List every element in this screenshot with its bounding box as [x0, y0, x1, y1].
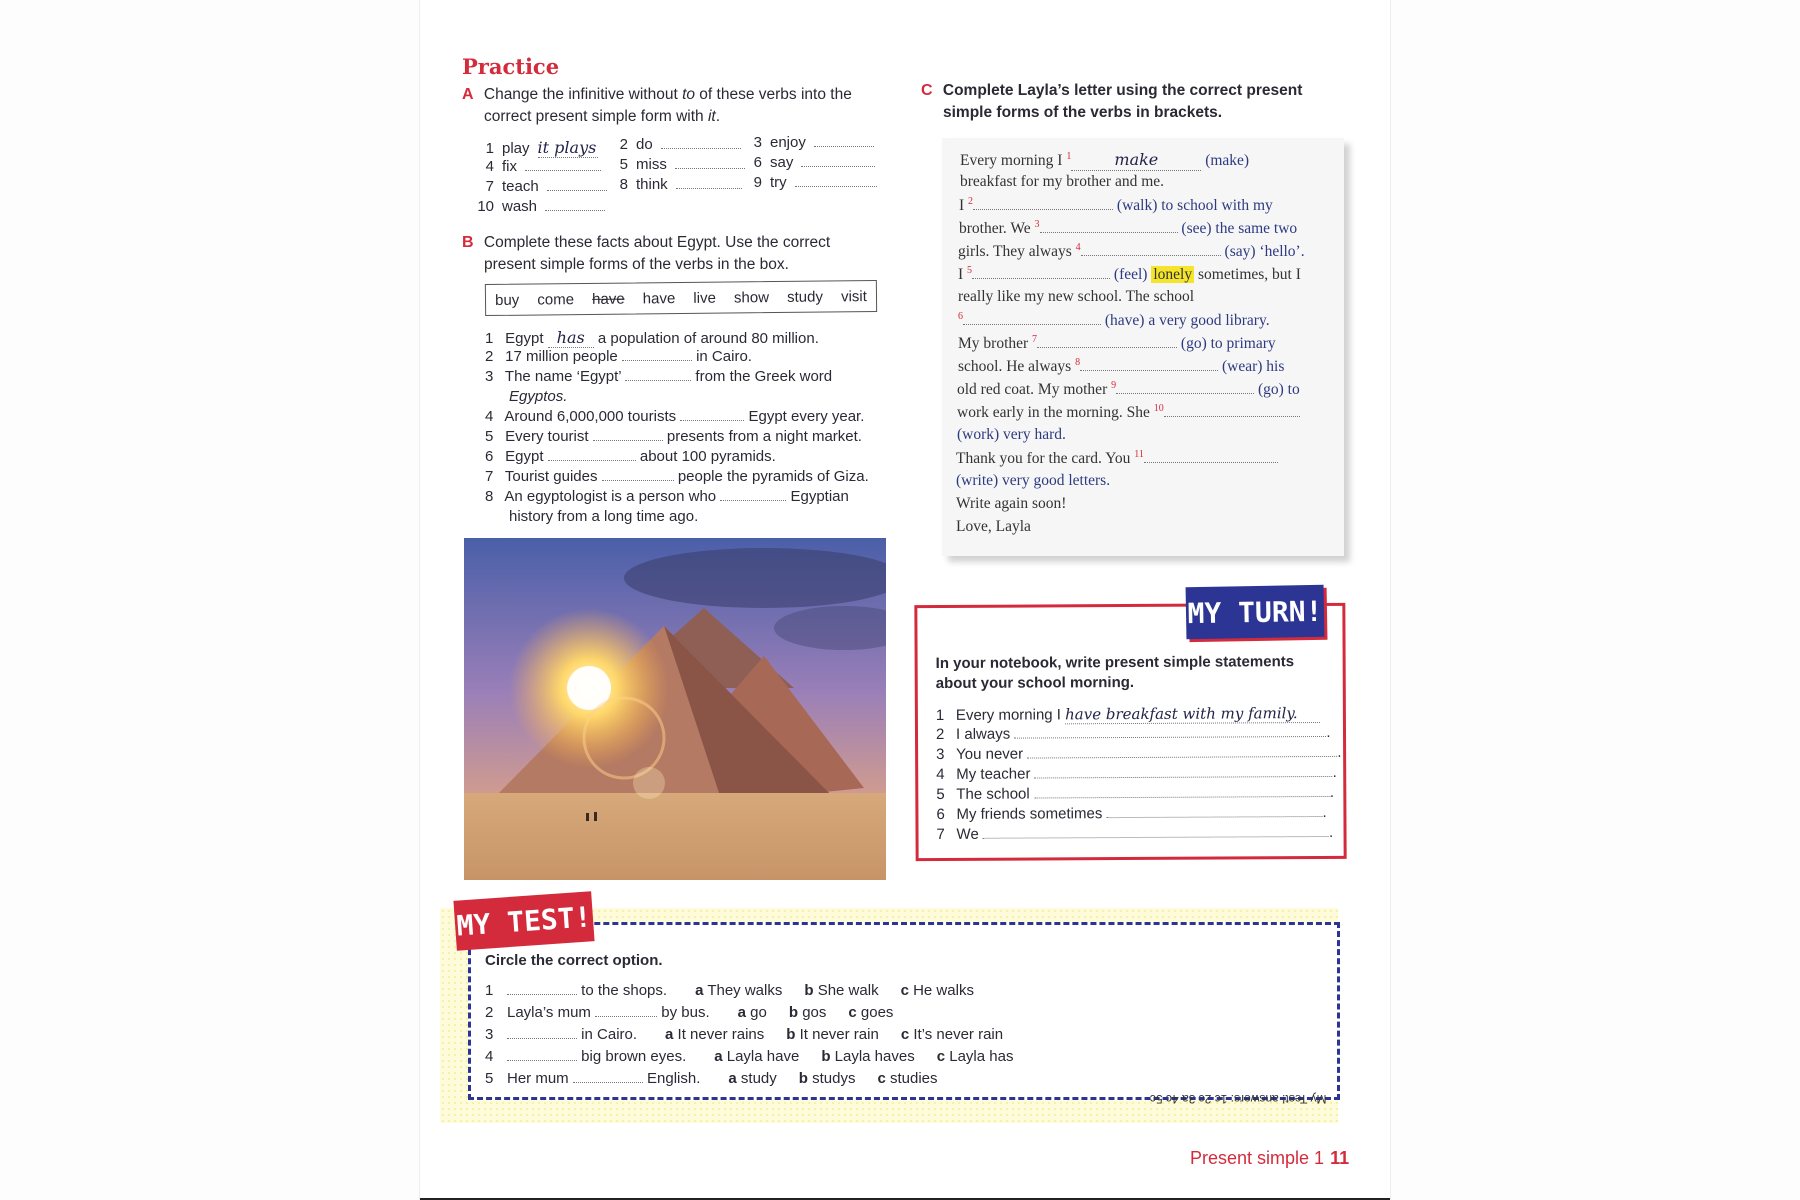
my-test-option-a[interactable]: It never rains: [677, 1026, 765, 1043]
exercise-b-line: 1 Egypt has a population of around 80 million.: [485, 328, 819, 347]
exercise-a-answer[interactable]: [795, 186, 877, 187]
exercise-a-item: 6 say: [744, 154, 875, 171]
exercise-c-text-2: simple forms of the verbs in brackets.: [943, 104, 1223, 121]
exercise-a-item: 3 enjoy: [744, 134, 874, 151]
letter-line: Every morning I $^1$ make (make): [960, 150, 1250, 169]
exercise-c-text-1: Complete Layla’s letter using the correct present: [942, 82, 1303, 99]
letter-line: Love, Layla: [956, 518, 1031, 535]
letter-card: [942, 138, 1344, 556]
my-turn-item: 2 I always .: [935, 723, 1331, 744]
exercise-a-item: 9 try: [744, 174, 877, 191]
my-test-instructions: Circle the correct option.: [485, 952, 663, 969]
exercise-b-answer[interactable]: [720, 500, 786, 501]
exercise-a-text-2: of these verbs into the: [695, 86, 852, 103]
my-turn-answer[interactable]: [1035, 776, 1333, 779]
exercise-b-answer[interactable]: [622, 360, 692, 361]
exercise-b-line: 3 The name ‘Egypt’ from the Greek word: [485, 368, 833, 385]
exercise-a-answer[interactable]: [801, 166, 875, 167]
exercise-a-letter: A: [462, 86, 474, 103]
my-turn-text-1: In your notebook, write present simple statements: [935, 653, 1295, 673]
exercise-b-answer[interactable]: has: [556, 328, 585, 347]
exercise-a-answer[interactable]: [547, 190, 607, 191]
letter-line: I $^2$ (walk) to school with my: [959, 196, 1273, 215]
my-test-option-b[interactable]: It never rain: [799, 1026, 879, 1043]
letter-answer[interactable]: [972, 278, 1110, 279]
page-footer: [1190, 1148, 1349, 1169]
exercise-c-instructions: [921, 80, 1361, 124]
my-test-blank[interactable]: [507, 1060, 577, 1061]
my-test-answers-upside-down: My Test! answers: 1c 2c 3a 4c 5c: [1150, 1092, 1327, 1106]
letter-answer[interactable]: [973, 209, 1113, 210]
letter-line: old red coat. My mother $^9$ (go) to: [957, 380, 1300, 399]
letter-answer[interactable]: [1037, 347, 1177, 348]
exercise-b-answer[interactable]: [593, 440, 663, 441]
exercise-a-item: 1 play it plays: [485, 138, 597, 157]
verb-box-word: study: [786, 288, 824, 306]
my-turn-item: 1 Every morning I have breakfast with my family.: [936, 704, 1320, 725]
my-test-option-b[interactable]: She walk: [817, 982, 879, 999]
exercise-b-line: 4 Around 6,000,000 tourists Egypt every year.: [485, 408, 865, 425]
exercise-b-answer[interactable]: [680, 420, 744, 421]
exercise-b-answer[interactable]: [548, 460, 636, 461]
highlighted-word: lonely: [1153, 266, 1193, 284]
exercise-b-answer[interactable]: [602, 480, 674, 481]
exercise-a-answer[interactable]: [675, 168, 745, 169]
my-test-option-c[interactable]: Layla has: [949, 1048, 1014, 1065]
verb-box-word: live: [693, 289, 716, 307]
my-test-option-c[interactable]: goes: [860, 1004, 894, 1021]
letter-answer[interactable]: [1116, 393, 1254, 394]
verb-box-word: have: [642, 289, 676, 307]
my-turn-item: 3 You never .: [936, 743, 1342, 764]
exercise-b-line: Egyptos.: [509, 388, 568, 405]
my-turn-answer[interactable]: [983, 836, 1329, 839]
exercise-b-text-2: present simple forms of the verbs in the box.: [484, 256, 789, 273]
my-turn-title: MY TURN!: [1186, 585, 1325, 639]
my-turn-item: 7 We .: [936, 823, 1334, 844]
my-test-option-a[interactable]: They walks: [707, 982, 783, 999]
exercise-a-item: 7 teach: [476, 178, 607, 195]
exercise-a-item: 8 think: [610, 176, 742, 193]
letter-line: brother. We $^3$ (see) the same two: [959, 219, 1298, 238]
exercise-b-line: history from a long time ago.: [509, 508, 699, 525]
my-test-option-b[interactable]: gos: [802, 1004, 827, 1021]
verb-box-word-crossed: have: [592, 290, 625, 308]
letter-line: really like my new school. The school: [958, 288, 1195, 305]
exercise-a-item: 10 wash: [476, 198, 605, 215]
exercise-a-item: 2 do: [610, 136, 741, 153]
my-turn-answer[interactable]: have breakfast with my family.: [1065, 704, 1298, 724]
letter-line: (write) very good letters.: [956, 472, 1111, 489]
exercise-c-letter: C: [921, 82, 933, 99]
exercise-a-text-italic-2: it: [707, 108, 716, 125]
exercise-b-text-1: Complete these facts about Egypt. Use the correct: [483, 234, 831, 251]
letter-answer[interactable]: [1040, 232, 1178, 233]
my-test-option-c[interactable]: studies: [889, 1070, 938, 1087]
letter-line: school. He always $^8$ (wear) his: [958, 357, 1285, 376]
verb-box-word: come: [537, 290, 575, 309]
letter-answer[interactable]: [1081, 255, 1221, 256]
my-test-blank[interactable]: [573, 1082, 643, 1083]
my-test-item: 4 big brown eyes. a Layla have b Layla haves c Layla has: [485, 1048, 1014, 1065]
letter-answer[interactable]: [963, 324, 1101, 325]
letter-line: $^6$ (have) a very good library.: [958, 311, 1270, 330]
exercise-b-letter: B: [462, 234, 474, 251]
letter-answer[interactable]: [1144, 462, 1278, 463]
letter-line: (work) very hard.: [957, 426, 1066, 443]
letter-line: I $^5$ (feel) lonely sometimes, but I: [958, 265, 1301, 284]
exercise-b-line: 6 Egypt about 100 pyramids.: [485, 448, 776, 465]
verb-box-word: show: [733, 288, 770, 306]
my-turn-item: 5 The school .: [936, 783, 1335, 804]
letter-line: My brother $^7$ (go) to primary: [958, 334, 1276, 353]
my-turn-answer[interactable]: [1014, 736, 1326, 739]
letter-answer[interactable]: make: [1114, 150, 1159, 169]
exercise-b-instructions: [462, 232, 902, 276]
section-title: Practice: [462, 54, 560, 79]
my-test-item: 2 Layla’s mum by bus. a go b gos c goes: [485, 1004, 894, 1021]
exercise-a-answer[interactable]: it plays: [537, 138, 597, 157]
my-test-option-c[interactable]: He walks: [913, 982, 974, 999]
letter-line: breakfast for my brother and me.: [960, 173, 1165, 190]
exercise-a-answer[interactable]: [525, 170, 601, 171]
exercise-a-text-italic: to: [682, 86, 695, 103]
verb-box-word: buy: [494, 291, 520, 309]
my-test-blank[interactable]: [507, 994, 577, 995]
verb-box: [485, 280, 877, 316]
letter-line: Write again soon!: [956, 495, 1067, 512]
exercise-a-text-3: correct present simple form with: [484, 108, 708, 125]
my-turn-answer[interactable]: [1106, 816, 1322, 818]
my-test-option-b[interactable]: Layla haves: [834, 1048, 915, 1065]
my-test-item: 5 Her mum English. a study b studys c studies: [485, 1070, 938, 1087]
my-test-option-a[interactable]: study: [740, 1070, 777, 1087]
exercise-a-text-1: Change the infinitive without: [483, 86, 683, 103]
my-test-option-a[interactable]: go: [750, 1004, 767, 1021]
my-turn-text-2: about your school morning.: [935, 673, 1135, 693]
exercise-a-answer[interactable]: [661, 148, 741, 149]
my-turn-instructions: [936, 652, 1295, 694]
exercise-a-answer[interactable]: [814, 146, 874, 147]
page-number: 11: [1330, 1148, 1350, 1168]
footer-section: Present simple 1: [1190, 1148, 1325, 1168]
my-test-option-a[interactable]: Layla have: [726, 1048, 800, 1065]
exercise-a-instructions: [462, 84, 902, 128]
my-test-blank[interactable]: [595, 1016, 657, 1017]
exercise-a-answer[interactable]: [676, 188, 742, 189]
exercise-b-answer[interactable]: [625, 380, 691, 381]
my-test-title: MY TEST!: [453, 891, 594, 951]
exercise-a-answer[interactable]: [545, 210, 605, 211]
my-turn-answer[interactable]: [1027, 756, 1337, 759]
exercise-b-line: 2 17 million people in Cairo.: [485, 348, 752, 365]
exercise-a-text-4: .: [715, 108, 721, 125]
letter-answer[interactable]: [1080, 370, 1218, 371]
letter-answer[interactable]: [1164, 416, 1300, 417]
verb-box-word: visit: [840, 287, 867, 305]
exercise-a-item: 4 fix: [476, 158, 601, 175]
my-turn-item: 4 My teacher .: [936, 763, 1337, 784]
my-test-item: 3 in Cairo. a It never rains b It never rain c It’s never rain: [485, 1026, 1004, 1043]
my-test-option-b[interactable]: studys: [812, 1070, 856, 1087]
my-test-blank[interactable]: [507, 1038, 577, 1039]
exercise-b-line: 7 Tourist guides people the pyramids of Giza.: [485, 468, 869, 485]
my-turn-item: 6 My friends sometimes .: [936, 803, 1327, 824]
my-test-option-c[interactable]: It’s never rain: [913, 1026, 1004, 1043]
pyramids-photo: [464, 538, 886, 880]
letter-line: Thank you for the card. You $^{11}$: [956, 449, 1278, 468]
my-turn-box: [914, 603, 1346, 861]
letter-line: work early in the morning. She $^{10}$: [957, 403, 1300, 422]
exercise-a-item: 5 miss: [610, 156, 745, 173]
my-turn-answer[interactable]: [1034, 796, 1330, 799]
exercise-b-line: 8 An egyptologist is a person who Egyptian: [485, 488, 849, 505]
letter-line: girls. They always $^4$ (say) ‘hello’.: [958, 242, 1305, 261]
exercise-b-line: 5 Every tourist presents from a night market.: [485, 428, 862, 445]
my-test-item: 1 to the shops. a They walks b She walk c He walks: [485, 982, 974, 999]
